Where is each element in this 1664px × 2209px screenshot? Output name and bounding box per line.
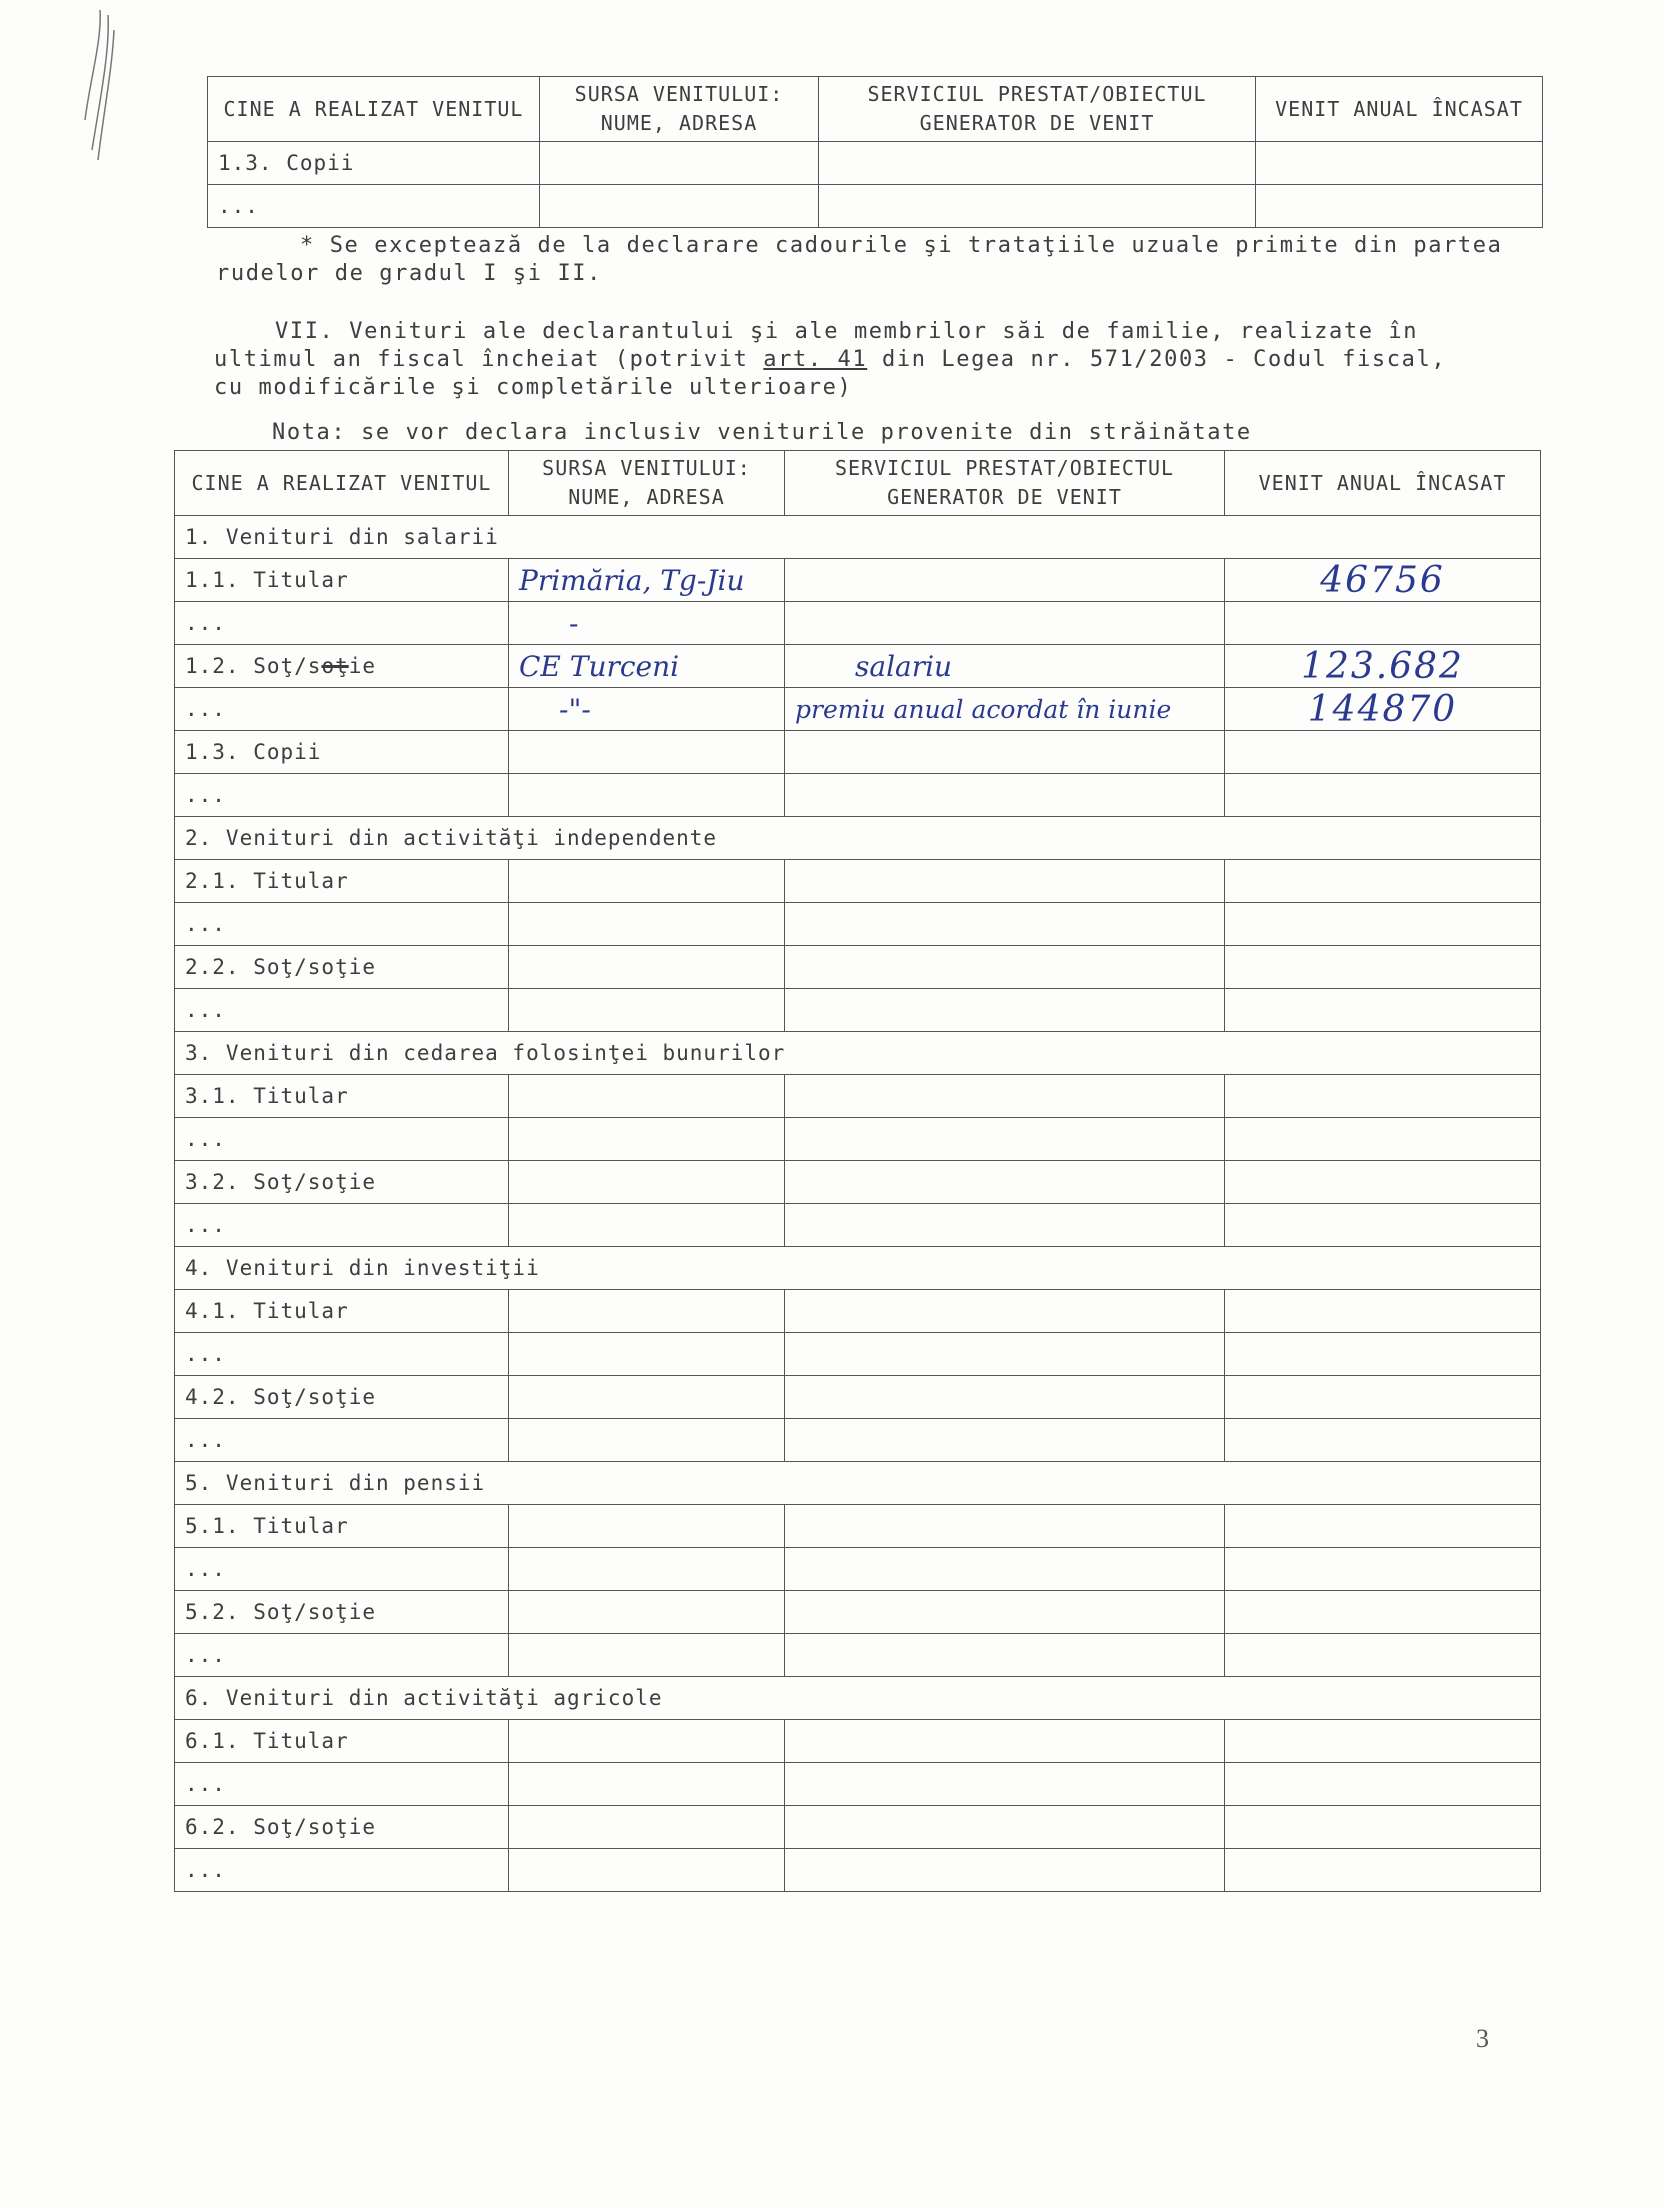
table-row bbox=[175, 1763, 1541, 1806]
header-cell: VENIT ANUAL ÎNCASAT bbox=[1256, 77, 1543, 142]
amount-cell bbox=[1225, 989, 1541, 1032]
service-cell bbox=[785, 602, 1225, 645]
service-cell bbox=[785, 1333, 1225, 1376]
section-title: 1. Venituri din salarii bbox=[175, 516, 1541, 559]
row-label: 5.2. Soţ/soţie bbox=[175, 1591, 509, 1634]
row-label: ... bbox=[175, 1548, 509, 1591]
service-cell bbox=[785, 1204, 1225, 1247]
source-cell bbox=[509, 1333, 785, 1376]
service-cell bbox=[785, 1075, 1225, 1118]
service-cell bbox=[785, 559, 1225, 602]
legal-reference: art. 41 bbox=[763, 347, 868, 372]
service-cell bbox=[785, 1290, 1225, 1333]
row-label: 4.1. Titular bbox=[175, 1290, 509, 1333]
section-row bbox=[175, 1032, 1541, 1075]
handwritten-source: Primăria, Tg-Jiu bbox=[519, 563, 745, 597]
row-label: 1.1. Titular bbox=[175, 559, 509, 602]
service-cell bbox=[785, 1806, 1225, 1849]
source-cell bbox=[509, 1290, 785, 1333]
table-row bbox=[175, 903, 1541, 946]
table-row bbox=[175, 1720, 1541, 1763]
amount-cell bbox=[1225, 731, 1541, 774]
table-row bbox=[175, 1075, 1541, 1118]
section-vii-line-2a: ultimul an fiscal încheiat (potrivit bbox=[214, 347, 764, 372]
service-cell bbox=[785, 1720, 1225, 1763]
amount-cell bbox=[1225, 1548, 1541, 1591]
service-cell bbox=[785, 1118, 1225, 1161]
amount-cell bbox=[1225, 1333, 1541, 1376]
source-cell bbox=[509, 903, 785, 946]
table-header-row bbox=[208, 77, 1543, 142]
table-row bbox=[175, 645, 1541, 688]
service-cell bbox=[819, 142, 1256, 185]
table-row bbox=[175, 602, 1541, 645]
amount-cell bbox=[1225, 1290, 1541, 1333]
row-label: ... bbox=[175, 1419, 509, 1462]
source-cell bbox=[509, 1849, 785, 1892]
header-cell: SURSA VENITULUI: NUME, ADRESA bbox=[540, 77, 819, 142]
table-row bbox=[175, 989, 1541, 1032]
label-struck-part: oţ bbox=[321, 654, 349, 678]
handwritten-source: CE Turceni bbox=[519, 649, 680, 683]
table-row bbox=[175, 1204, 1541, 1247]
amount-cell bbox=[1225, 1118, 1541, 1161]
amount-cell bbox=[1225, 860, 1541, 903]
row-label: 1.3. Copii bbox=[208, 142, 540, 185]
section-title: 3. Venituri din cedarea folosinţei bunurilor bbox=[175, 1032, 1541, 1075]
handwritten-amount: 144870 bbox=[1307, 688, 1458, 730]
row-label: 4.2. Soţ/soţie bbox=[175, 1376, 509, 1419]
header-cell: CINE A REALIZAT VENITUL bbox=[175, 451, 509, 516]
amount-cell bbox=[1225, 1161, 1541, 1204]
service-cell bbox=[785, 1161, 1225, 1204]
handwritten-source: - bbox=[569, 606, 579, 640]
row-label bbox=[175, 645, 509, 688]
service-cell bbox=[785, 774, 1225, 817]
amount-cell bbox=[1256, 185, 1543, 228]
table-row bbox=[175, 1505, 1541, 1548]
footnote-line-2: rudelor de gradul I şi II. bbox=[216, 261, 602, 286]
source-cell bbox=[509, 559, 785, 602]
service-cell bbox=[785, 1376, 1225, 1419]
table-row bbox=[175, 688, 1541, 731]
source-cell bbox=[509, 989, 785, 1032]
table-row bbox=[175, 1634, 1541, 1677]
amount-cell bbox=[1225, 1849, 1541, 1892]
amount-cell bbox=[1225, 1376, 1541, 1419]
section-row bbox=[175, 1247, 1541, 1290]
source-cell bbox=[509, 731, 785, 774]
source-cell bbox=[509, 774, 785, 817]
amount-cell bbox=[1225, 774, 1541, 817]
page-number: 3 bbox=[1476, 2024, 1489, 2053]
header-cell: SERVICIUL PRESTAT/OBIECTUL GENERATOR DE VENIT bbox=[785, 451, 1225, 516]
section-title: 5. Venituri din pensii bbox=[175, 1462, 1541, 1505]
section-vii-line-2b: din Legea nr. 571/2003 - Codul fiscal, bbox=[867, 347, 1447, 372]
table-row bbox=[175, 946, 1541, 989]
section-vii-note: Nota: se vor declara inclusiv veniturile provenite din străinătate bbox=[272, 420, 1252, 445]
amount-cell bbox=[1225, 1419, 1541, 1462]
source-cell bbox=[509, 1161, 785, 1204]
source-cell bbox=[509, 645, 785, 688]
source-cell bbox=[509, 1720, 785, 1763]
row-label: 1.3. Copii bbox=[175, 731, 509, 774]
label-part: 1.2. Soţ/s bbox=[185, 654, 322, 678]
source-cell bbox=[509, 1591, 785, 1634]
table-row bbox=[175, 774, 1541, 817]
income-table bbox=[174, 450, 1541, 1892]
row-label: ... bbox=[175, 1333, 509, 1376]
section-row bbox=[175, 516, 1541, 559]
amount-cell bbox=[1225, 559, 1541, 602]
service-cell bbox=[785, 1505, 1225, 1548]
table-row bbox=[208, 185, 1543, 228]
table-row bbox=[175, 731, 1541, 774]
source-cell bbox=[509, 860, 785, 903]
handwritten-amount: 123.682 bbox=[1301, 645, 1464, 687]
amount-cell bbox=[1225, 903, 1541, 946]
service-cell bbox=[785, 1634, 1225, 1677]
row-label: 5.1. Titular bbox=[175, 1505, 509, 1548]
section-row bbox=[175, 1462, 1541, 1505]
section-vii-line-3: cu modificările şi completările ulterioare) bbox=[214, 375, 853, 400]
header-cell: VENIT ANUAL ÎNCASAT bbox=[1225, 451, 1541, 516]
table-row bbox=[175, 1849, 1541, 1892]
table-row bbox=[175, 559, 1541, 602]
section-row bbox=[175, 1677, 1541, 1720]
row-label: 2.2. Soţ/soţie bbox=[175, 946, 509, 989]
source-cell bbox=[509, 1204, 785, 1247]
service-cell bbox=[785, 989, 1225, 1032]
amount-cell bbox=[1256, 142, 1543, 185]
table-row bbox=[175, 1118, 1541, 1161]
service-cell bbox=[785, 903, 1225, 946]
table-row bbox=[175, 1161, 1541, 1204]
source-cell bbox=[509, 1376, 785, 1419]
row-label: ... bbox=[175, 903, 509, 946]
service-cell bbox=[785, 946, 1225, 989]
service-cell bbox=[785, 688, 1225, 731]
row-label: ... bbox=[208, 185, 540, 228]
row-label: ... bbox=[175, 774, 509, 817]
source-cell bbox=[509, 688, 785, 731]
source-cell bbox=[509, 1548, 785, 1591]
source-cell bbox=[509, 1505, 785, 1548]
header-cell: SURSA VENITULUI: NUME, ADRESA bbox=[509, 451, 785, 516]
table-row bbox=[175, 860, 1541, 903]
row-label: ... bbox=[175, 688, 509, 731]
row-label: ... bbox=[175, 1634, 509, 1677]
amount-cell bbox=[1225, 645, 1541, 688]
source-cell bbox=[509, 1419, 785, 1462]
margin-scribble bbox=[30, 0, 150, 180]
row-label: ... bbox=[175, 602, 509, 645]
source-cell bbox=[509, 946, 785, 989]
service-cell bbox=[785, 860, 1225, 903]
handwritten-source: -"- bbox=[559, 692, 591, 726]
service-cell bbox=[785, 731, 1225, 774]
source-cell bbox=[509, 1634, 785, 1677]
label-part: ie bbox=[348, 654, 377, 678]
section-title: 6. Venituri din activităţi agricole bbox=[175, 1677, 1541, 1720]
row-label: ... bbox=[175, 1763, 509, 1806]
header-cell: SERVICIUL PRESTAT/OBIECTUL GENERATOR DE VENIT bbox=[819, 77, 1256, 142]
row-label: 6.2. Soţ/soţie bbox=[175, 1806, 509, 1849]
source-cell bbox=[509, 602, 785, 645]
table-header-row bbox=[175, 451, 1541, 516]
amount-cell bbox=[1225, 1591, 1541, 1634]
top-income-table bbox=[207, 76, 1543, 228]
service-cell bbox=[785, 1849, 1225, 1892]
row-label: ... bbox=[175, 1118, 509, 1161]
service-cell bbox=[819, 185, 1256, 228]
footnote-line-1: * Se exceptează de la declarare cadourile şi trataţiile uzuale primite din partea bbox=[300, 233, 1503, 258]
service-cell bbox=[785, 1591, 1225, 1634]
handwritten-service: premiu anual acordat în iunie bbox=[795, 694, 1172, 724]
service-cell bbox=[785, 1419, 1225, 1462]
handwritten-amount: 46756 bbox=[1320, 559, 1445, 601]
amount-cell bbox=[1225, 1204, 1541, 1247]
row-label: 3.1. Titular bbox=[175, 1075, 509, 1118]
row-label: ... bbox=[175, 1849, 509, 1892]
row-label: ... bbox=[175, 1204, 509, 1247]
table-row bbox=[208, 142, 1543, 185]
table-row bbox=[175, 1376, 1541, 1419]
table-row bbox=[175, 1591, 1541, 1634]
amount-cell bbox=[1225, 688, 1541, 731]
service-cell bbox=[785, 1548, 1225, 1591]
source-cell bbox=[509, 1118, 785, 1161]
amount-cell bbox=[1225, 1634, 1541, 1677]
amount-cell bbox=[1225, 946, 1541, 989]
section-vii-line-2 bbox=[214, 345, 1446, 374]
service-cell bbox=[785, 645, 1225, 688]
source-cell bbox=[509, 1075, 785, 1118]
section-title: 2. Venituri din activităţi independente bbox=[175, 817, 1541, 860]
table-row bbox=[175, 1290, 1541, 1333]
section-title: 4. Venituri din investiţii bbox=[175, 1247, 1541, 1290]
header-cell: CINE A REALIZAT VENITUL bbox=[208, 77, 540, 142]
amount-cell bbox=[1225, 1720, 1541, 1763]
section-vii-line-1: VII. Venituri ale declarantului şi ale membrilor săi de familie, realizate în bbox=[275, 319, 1419, 344]
source-cell bbox=[509, 1806, 785, 1849]
table-row bbox=[175, 1548, 1541, 1591]
source-cell bbox=[509, 1763, 785, 1806]
amount-cell bbox=[1225, 602, 1541, 645]
row-label: ... bbox=[175, 989, 509, 1032]
row-label: 3.2. Soţ/soţie bbox=[175, 1161, 509, 1204]
table-row bbox=[175, 1333, 1541, 1376]
row-label: 2.1. Titular bbox=[175, 860, 509, 903]
handwritten-service: salariu bbox=[855, 649, 953, 683]
table-row bbox=[175, 1419, 1541, 1462]
section-row bbox=[175, 817, 1541, 860]
amount-cell bbox=[1225, 1763, 1541, 1806]
amount-cell bbox=[1225, 1075, 1541, 1118]
row-label: 6.1. Titular bbox=[175, 1720, 509, 1763]
amount-cell bbox=[1225, 1806, 1541, 1849]
service-cell bbox=[785, 1763, 1225, 1806]
amount-cell bbox=[1225, 1505, 1541, 1548]
source-cell bbox=[540, 142, 819, 185]
source-cell bbox=[540, 185, 819, 228]
table-row bbox=[175, 1806, 1541, 1849]
